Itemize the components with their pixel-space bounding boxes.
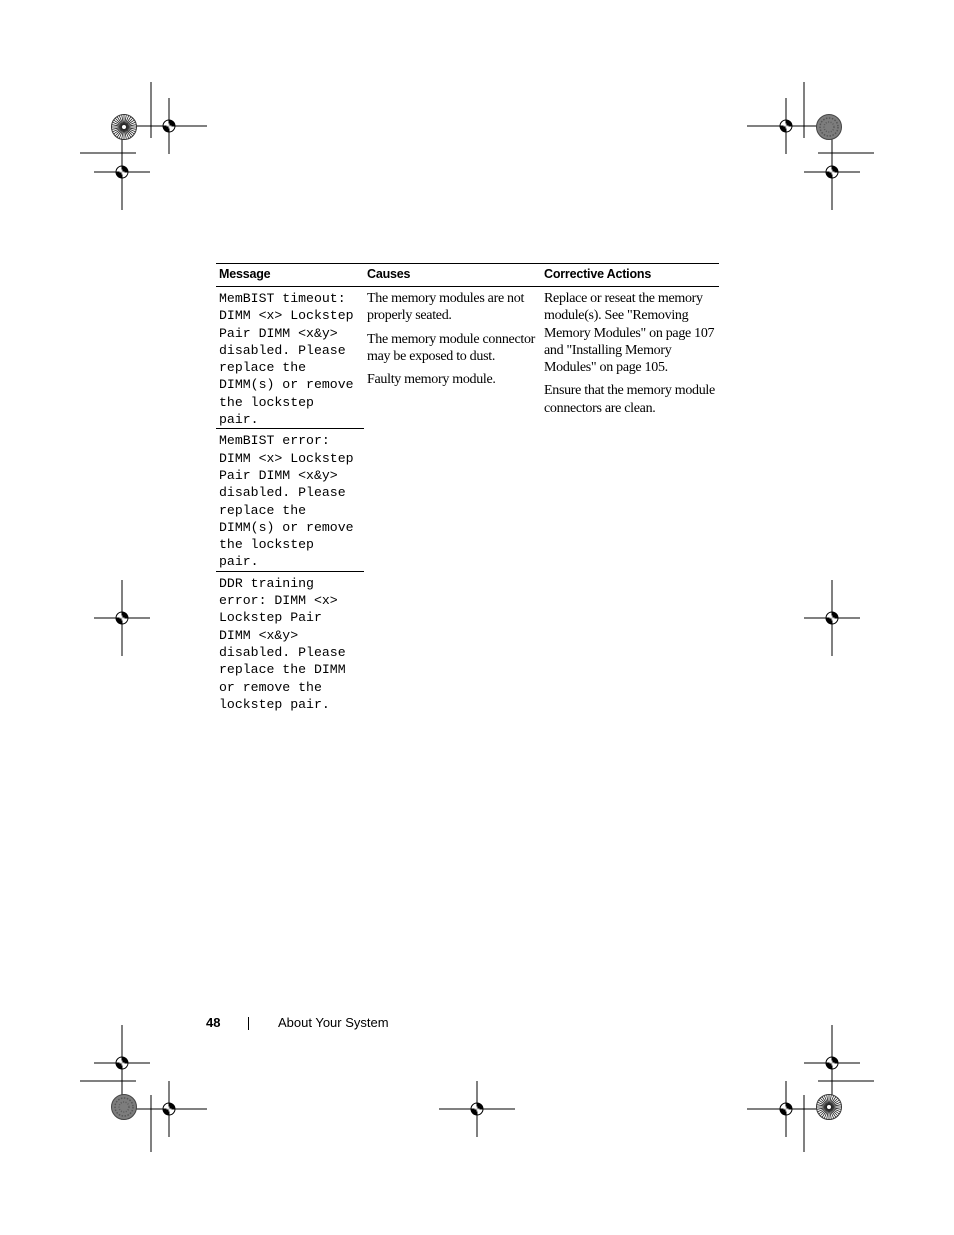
table-header-row <box>216 264 719 287</box>
message-text: MemBIST timeout: DIMM <x> Lockstep Pair DIMM <x&y> disabled. Please replace the DIMM(s) or remove the lockstep pair. <box>219 291 362 428</box>
section-title: About Your System <box>278 1015 389 1030</box>
footer-separator <box>248 1017 249 1030</box>
message-text: MemBIST error: DIMM <x> Lockstep Pair DIMM <x&y> disabled. Please replace the DIMM(s) or remove the lockstep pair. <box>219 433 362 570</box>
causes-cell <box>364 287 541 714</box>
message-cell <box>216 571 364 713</box>
cause-item: The memory modules are not properly seated. <box>367 291 525 324</box>
table-row <box>216 287 719 429</box>
cause-item: The memory module connector may be exposed to dust. <box>367 331 536 364</box>
action-item: Ensure that the memory module connectors are clean. <box>544 383 715 416</box>
cause-item: Faulty memory module. <box>367 372 496 388</box>
message-cell <box>216 429 364 571</box>
page-number: 48 <box>206 1015 221 1030</box>
header-message: Message <box>216 264 364 287</box>
message-text: DDR training error: DIMM <x> Lockstep Pair DIMM <x&y> disabled. Please replace the DIMM or remove the lockstep pair. <box>219 575 354 712</box>
actions-cell <box>541 287 719 714</box>
action-item: Replace or reseat the memory module(s). See "Removing Memory Modules" on page 107 and "Installing Memory Modules" on page 105. <box>544 291 715 376</box>
message-cell <box>216 287 364 429</box>
header-corrective-actions: Corrective Actions <box>541 264 719 287</box>
header-causes: Causes <box>364 264 541 287</box>
error-message-table <box>216 263 719 713</box>
